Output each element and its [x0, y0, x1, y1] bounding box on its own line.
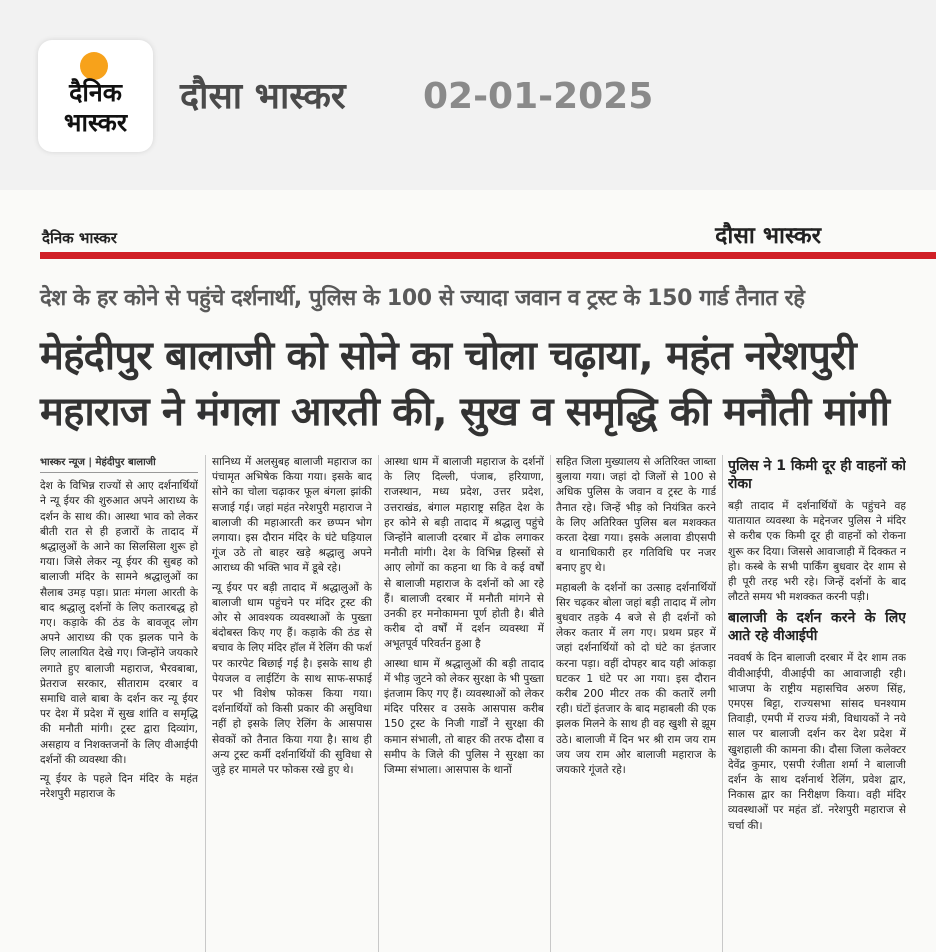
- column-divider: [722, 455, 723, 952]
- article-column-3: [384, 455, 544, 952]
- headline-line-2: महाराज ने मंगला आरती की, सुख व समृद्धि की मनौती मांगी: [40, 389, 890, 435]
- column-divider: [550, 455, 551, 952]
- paragraph: न्यू ईयर के पहले दिन मंदिर के महंत नरेशपुरी महाराज के: [40, 773, 198, 801]
- paragraph: महाबली के दर्शनों का उत्साह दर्शनार्थियों सिर चढ़कर बोला जहां बड़ी तादाद में लोग बुधवार तड़के 4 बजे से ही दर्शनों को लेकर कतार में लग गए। प्रथम प्रहर में जहां दर्शनार्थियों को दो घंटे का इंतजार करना पड़ा। वहीं दोपहर बाद यही आंकड़ा घटकर 1 घंटे पर आ गया। इस दौरान करीब 200 मीटर तक की कतारें लगी रही। घंटों इंतजार के बाद महाबली की एक झलक मिलने के साथ ही वह खुशी से झूम उठे। बालाजी में दिन भर श्री राम जय राम जय जय राम ओर बालाजी महाराज के जयकारे गूंजते रहे।: [556, 581, 716, 777]
- paragraph: सानिध्य में अलसुबह बालाजी महाराज का पंचामृत अभिषेक किया गया। इसके बाद सोने का चोला चढ़ाकर फूल बंगला झांकी सजाई गई। जहां महंत नरेशपुरी महाराज ने बालाजी की महाआरती कर छप्पन भोग लगाया। इस दौरान मंदिर के घंटे घड़ियाल गूंज उठे तो बाहर खड़े श्रद्धालु अपने आराध्य की भक्ति भाव में डूबे रहे।: [212, 456, 372, 575]
- app-header: [0, 0, 936, 190]
- byline: भास्कर न्यूज | मेहंदीपुर बालाजी: [40, 455, 198, 473]
- article-column-4: [556, 455, 716, 952]
- paragraph: देश के विभिन्न राज्यों से आए दर्शनार्थियों ने न्यू ईयर की शुरुआत अपने आराध्य के दर्शन के साथ की। आस्था भाव को लेकर बीती रात से ही हजारों के तादाद में श्रद्धालुओं के आने का सिलसिला शुरू हो गया। जिसे लेकर न्यू ईयर की सुबह को बालाजी मंदिर के सामने श्रद्धालुओं का सैलाब उमड़ पड़ा। प्रातः मंगला आरती के बाद श्रद्धालु दर्शनों के लिए कतारबद्ध हो गए। कड़ाके की ठंड के बावजूद लोग अपने आराध्य की एक झलक पाने के लिए लालायित देखे गए। जिन्होंने जयकारे लगाते हुए बालाजी महाराज, भैरवबाबा, प्रेतराज सरकार, सीताराम दरबार व समाधि वाले बाबा के दर्शन कर न्यू ईयर पर देश में प्रदेश में सुख शांति व समृद्धि की मनौती मांगी। ट्रस्ट द्वारा दिव्यांग, असहाय व निशक्तजनों के लिए वीआईपी दर्शनों की व्यवस्था की।: [40, 480, 198, 766]
- column-divider: [205, 455, 206, 952]
- article-column-1: [40, 455, 198, 952]
- masthead-left: दैनिक भास्कर: [42, 229, 117, 247]
- column-divider: [378, 455, 379, 952]
- paragraph: न्यू ईयर पर बड़ी तादाद में श्रद्धालुओं के बालाजी धाम पहुंचने पर मंदिर ट्रस्ट की ओर से आवश्यक व्यवस्थाओं के पुख्ता बंदोबस्त किए गए हैं। कड़ाके की ठंड से बचाव के लिए मंदिर हॉल में रेलिंग की फर्श पर कारपेट बिछाई गई है। इसके साथ ही पेयजल व लाईटिंग के साथ साफ-सफाई पर भी विशेष फोकस किया गया। दर्शनार्थियों को किसी प्रकार की असुविधा नहीं हो इसके लिए रेलिंग के आसपास सेवकों को तैनात किया गया है। साथ ही अन्य ट्रस्ट कर्मी दर्शनार्थियों की सुविधा से जुड़े हर मामले पर फोकस रखे हुए थे।: [212, 581, 372, 777]
- newspaper-clipping: [0, 190, 936, 952]
- sun-icon: [80, 52, 108, 80]
- edition-title: दौसा भास्कर: [180, 76, 346, 117]
- paragraph: नववर्ष के दिन बालाजी दरबार में देर शाम तक वीवीआईपी, वीआईपी का आवाजाही रही। भाजपा के राष्ट्रीय महासचिव अरुण सिंह, एमएस बिट्टा, राज्यसभा सांसद घनश्याम तिवाड़ी, एमपी में राज्य मंत्री, विधायकों ने नये साल पर बालाजी दर्शन कर देश प्रदेश में खुशहाली की कामना की। दौसा जिला कलेक्टर देवेंद्र कुमार, एसपी रंजीता शर्मा ने बालाजी दर्शन के साथ दर्शनार्थ रेलिंग, प्रवेश द्वार, निकास द्वार का निरीक्षण किया। वही मंदिर व्यवस्थाओं पर महंत डॉ. नरेशपुरी महाराज से चर्चा की।: [728, 652, 906, 832]
- article-column-2: [212, 455, 372, 952]
- article-column-5: [728, 455, 906, 952]
- article-subhead: देश के हर कोने से पहुंचे दर्शनार्थी, पुलिस के 100 से ज्यादा जवान व ट्रस्ट के 150 गार्ड तैनात रहे: [40, 286, 805, 311]
- masthead-divider: [40, 252, 936, 259]
- paragraph: बड़ी तादाद में दर्शनार्थियों के पहुंचने वह यातायात व्यवस्था के मद्देनजर पुलिस ने मंदिर से करीब एक किमी दूर ही वाहनों को रोकना शुरू कर दिया। जिससे आवाजाही में दिक्कत न हो। कस्बे के सभी पार्किंग बुधवार देर शाम से ही पूरी तरह भरी रहे। जिन्हें दर्शनों के बाद लौटते समय भी मशक्कत करनी पड़ी।: [728, 500, 906, 604]
- logo-text-line2: भास्कर: [63, 108, 128, 137]
- section-heading: पुलिस ने 1 किमी दूर ही वाहनों को रोका: [728, 458, 906, 492]
- paragraph: आस्था धाम में श्रद्धालुओं की बड़ी तादाद में भीड़ जुटने को लेकर सुरक्षा के भी पुख्ता इंतजाम किए गए हैं। व्यवस्थाओं को लेकर मंदिर परिसर व उसके आसपास करीब 150 ट्रस्ट के निजी गार्डों ने सुरक्षा की कमान संभाली, तो बाहर की तरफ दौसा व समीप के जिले की पुलिस ने सुरक्षा का जिम्मा संभाला। आसपास के थानों: [384, 657, 544, 777]
- dainik-bhaskar-logo[interactable]: [38, 40, 153, 152]
- edition-date: 02-01-2025: [423, 76, 654, 117]
- masthead-right: दौसा भास्कर: [715, 223, 821, 249]
- paragraph: सहित जिला मुख्यालय से अतिरिक्त जाब्ता बुलाया गया। जहां दो जिलों से 100 से अधिक पुलिस के जवान व ट्रस्ट के गार्ड तैनात रहे। जिन्हें भीड़ को नियंत्रित करने के लिए अतिरिक्त पुलिस बल मशक्कत करता देखा गया। इसके अलावा डीएसपी व थानाधिकारी हर गतिविधि पर नजर बनाए हुए थे।: [556, 456, 716, 575]
- paragraph: आस्था धाम में बालाजी महाराज के दर्शनों के लिए दिल्ली, पंजाब, हरियाणा, राजस्थान, मध्य प्रदेश, उत्तर प्रदेश, उत्तराखंड, बंगाल महाराष्ट्र सहित देश के हर कोने से बड़ी तादाद में श्रद्धालु पहुंचे जिन्होंने बालाजी दरबार में ढोक लगाकर मनौती मांगी। देश के विभिन्न हिस्सों से आए लोगों का कहना था कि वे कई वर्षों से बालाजी महाराज के दर्शनों को आ रहे हैं। बालाजी दरबार में मनौती मांगने से उनकी हर मनोकामना पूर्ण होती है। बीते करीब दो वर्षों में दर्शन व्यवस्था में अभूतपूर्व परिवर्तन हुआ है: [384, 456, 544, 651]
- headline-line-1: मेहंदीपुर बालाजी को सोने का चोला चढ़ाया, महंत नरेशपुरी: [40, 333, 856, 379]
- logo-text-line1: दैनिक: [69, 78, 122, 107]
- section-heading: बालाजी के दर्शन करने के लिए आते रहे वीआईपी: [728, 610, 906, 645]
